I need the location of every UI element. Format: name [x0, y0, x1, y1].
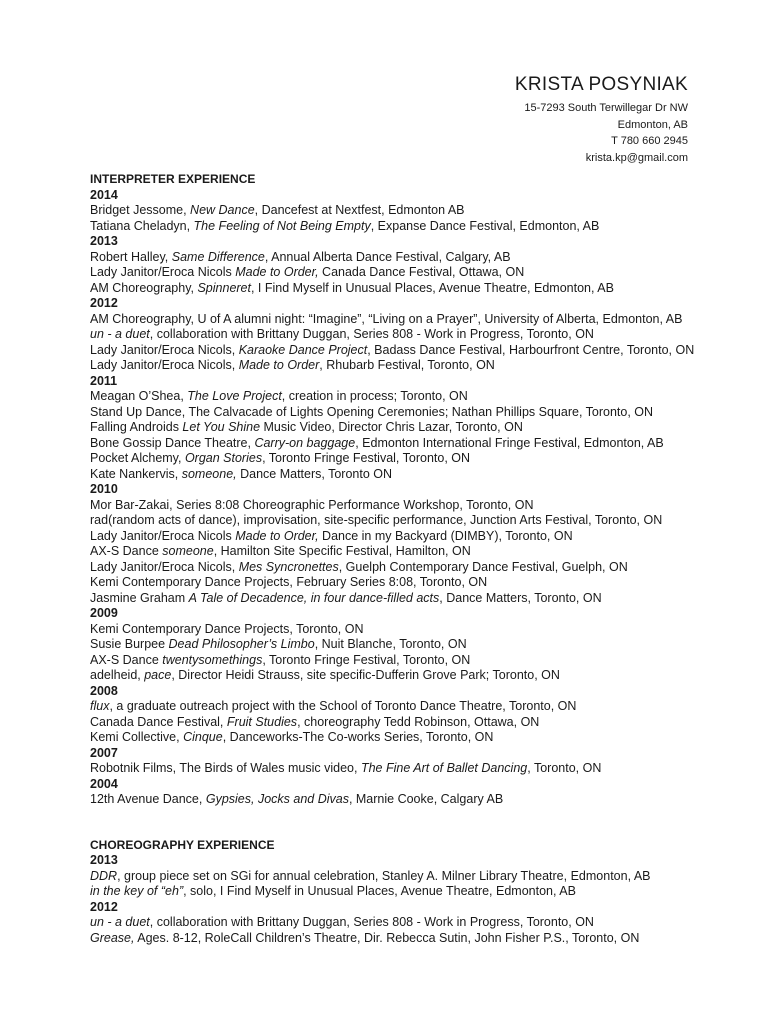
experience-entry: Robotnik Films, The Birds of Wales music video, The Fine Art of Ballet Dancing, Toronto, ON [90, 761, 602, 775]
section-interpreter-experience [90, 172, 700, 808]
experience-entry: Bridget Jessome, New Dance, Dancefest at Nextfest, Edmonton AB [90, 203, 465, 217]
experience-entry: adelheid, pace, Director Heidi Strauss, site specific-Dufferin Grove Park; Toronto, ON [90, 668, 560, 682]
resume-header [515, 74, 688, 166]
year-heading: 2012 [90, 296, 118, 310]
experience-entry: AX-S Dance twentysomethings, Toronto Fringe Festival, Toronto, ON [90, 652, 471, 667]
experience-entry: Canada Dance Festival, Fruit Studies, choreography Tedd Robinson, Ottawa, ON [90, 714, 540, 729]
phone-number: T 780 660 2945 [611, 135, 688, 147]
experience-entry: Mor Bar-Zakai, Series 8:08 Choreographic Performance Workshop, Toronto, ON [90, 497, 534, 512]
year-heading: 2010 [90, 482, 118, 496]
experience-entry: Robert Halley, Same Difference, Annual Alberta Dance Festival, Calgary, AB [90, 249, 511, 264]
experience-entry: un - a duet, collaboration with Brittany Duggan, Series 808 - Work in Progress, Toronto, ON [90, 327, 594, 341]
year-heading: 2014 [90, 187, 118, 202]
experience-entry: Lady Janitor/Eroca Nicols, Mes Syncronettes, Guelph Contemporary Dance Festival, Guelph, ON [90, 559, 628, 574]
experience-entry: in the key of “eh”, solo, I Find Myself in Unusual Places, Avenue Theatre, Edmonton, AB [90, 884, 576, 898]
experience-entry: AM Choreography, Spinneret, I Find Myself in Unusual Places, Avenue Theatre, Edmonton, AB [90, 280, 614, 295]
experience-entry: Kemi Contemporary Dance Projects, Toronto, ON [90, 621, 364, 636]
experience-entry: Lady Janitor/Eroca Nicols, Karaoke Dance Project, Badass Dance Festival, Harbourfront Centre, Toronto, ON [90, 342, 695, 357]
experience-entry: Kemi Contemporary Dance Projects, February Series 8:08, Toronto, ON [90, 575, 488, 589]
experience-entry: AM Choreography, U of A alumni night: “Imagine”, “Living on a Prayer”, University of Alberta, Edmonton, AB [90, 311, 683, 326]
experience-entry: AX-S Dance someone, Hamilton Site Specific Festival, Hamilton, ON [90, 544, 471, 558]
experience-entry: Kate Nankervis, someone, Dance Matters, Toronto ON [90, 466, 393, 481]
experience-entry: Kemi Collective, Cinque, Danceworks-The Co-works Series, Toronto, ON [90, 730, 494, 744]
year-heading: 2004 [90, 776, 118, 791]
address-line-2: Edmonton, AB [617, 118, 688, 131]
address-line-1: 15-7293 South Terwillegar Dr NW [524, 102, 688, 114]
experience-entry: un - a duet, collaboration with Brittany Duggan, Series 808 - Work in Progress, Toronto, ON [90, 915, 594, 929]
year-heading: 2013 [90, 853, 118, 867]
section-title: CHOREOGRAPHY EXPERIENCE [90, 837, 275, 852]
experience-entry: Jasmine Graham A Tale of Decadence, in four dance-filled acts, Dance Matters, Toronto, ON [90, 590, 602, 605]
applicant-name: KRISTA POSYNIAK [514, 74, 688, 95]
experience-entry: Lady Janitor/Eroca Nicols, Made to Order, Rhubarb Festival, Toronto, ON [90, 358, 495, 372]
year-heading: 2012 [90, 899, 118, 914]
experience-entry: Grease, Ages. 8-12, RoleCall Children’s Theatre, Dir. Rebecca Sutin, John Fisher P.S., Toronto, ON [90, 930, 640, 945]
experience-entry: Pocket Alchemy, Organ Stories, Toronto Fringe Festival, Toronto, ON [90, 451, 471, 465]
year-heading: 2013 [90, 234, 118, 248]
section-choreography-experience [90, 838, 700, 947]
experience-entry: Lady Janitor/Eroca Nicols Made to Order, Canada Dance Festival, Ottawa, ON [90, 265, 525, 279]
year-heading: 2007 [90, 745, 118, 760]
experience-entry: Stand Up Dance, The Calvacade of Lights Opening Ceremonies; Nathan Phillips Square, Toronto, ON [90, 404, 654, 419]
year-heading: 2011 [90, 373, 118, 388]
experience-entry: 12th Avenue Dance, Gypsies, Jocks and Divas, Marnie Cooke, Calgary AB [90, 792, 504, 806]
experience-entry: Susie Burpee Dead Philosopher’s Limbo, Nuit Blanche, Toronto, ON [90, 637, 467, 651]
email-address: krista.kp@gmail.com [585, 151, 688, 164]
experience-entry: Falling Androids Let You Shine Music Video, Director Chris Lazar, Toronto, ON [90, 420, 523, 434]
experience-entry: rad(random acts of dance), improvisation, site-specific performance, Junction Arts Festival, Toronto, ON [90, 513, 663, 527]
experience-entry: Lady Janitor/Eroca Nicols Made to Order, Dance in my Backyard (DIMBY), Toronto, ON [90, 528, 573, 543]
section-title: INTERPRETER EXPERIENCE [90, 172, 256, 186]
resume-body [90, 172, 700, 946]
experience-entry: DDR, group piece set on SGi for annual celebration, Stanley A. Milner Library Theatre, Edmonton, AB [90, 868, 651, 883]
experience-entry: Meagan O’Shea, The Love Project, creation in process; Toronto, ON [90, 389, 468, 403]
year-heading: 2008 [90, 683, 118, 698]
experience-entry: Tatiana Cheladyn, The Feeling of Not Being Empty, Expanse Dance Festival, Edmonton, AB [90, 218, 600, 233]
year-heading: 2009 [90, 606, 118, 620]
experience-entry: Bone Gossip Dance Theatre, Carry-on baggage, Edmonton International Fringe Festival, Edmonton, AB [90, 435, 664, 450]
experience-entry: flux, a graduate outreach project with the School of Toronto Dance Theatre, Toronto, ON [90, 699, 577, 713]
